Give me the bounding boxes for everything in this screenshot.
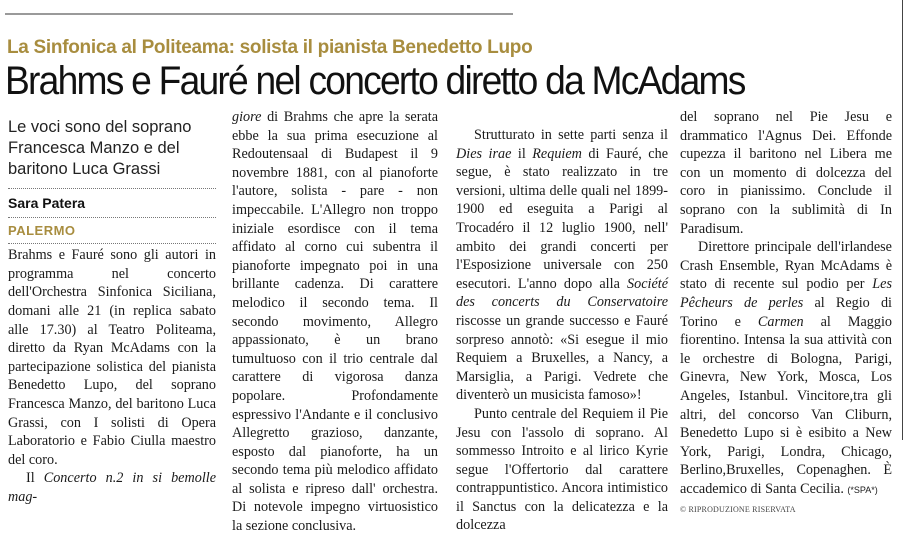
paragraph [232, 108, 438, 536]
text-run: di Fauré, che segue, è stato realizzato in tre versioni, ultima delle quali nel 1899-1900 ed eseguita a Parigi al Trocadéro il 12 luglio 1900, nell' ambito dei grandi concerti per l'Esposizione universale con 250 esecutori. L'anno dopo alla [456, 145, 668, 292]
dateline: PALERMO [8, 222, 76, 238]
text-run: il [511, 145, 533, 162]
text-run: Il [26, 470, 44, 487]
work-title: Carmen [757, 313, 804, 330]
text-run: di Brahms che apre la serata ebbe la sua prima esecuzione al Redoutensaal di Budapest il 9 novembre 1881, con al pianoforte l'autore, solista - pare - non impeccabile. L'Allegro non troppo iniziale esordisce con il tema affidato al corno cui subentra il pianoforte impegnato poi in una brillante cadenza. Di carattere melodico il secondo tema. Il secondo movimento, Allegro appassionato, è un brano tumultuoso con il trio centrale dal carattere di vigorosa danza popolare. Profondamente espressivo l'Andante e il conclusivo Allegretto grazioso, danzante, esposto dal pianoforte, ha un secondo tema più melodico affidato al solista e ripreso dall' orchestra. Di notevole impegno virtuosistico la sezione conclusiva. [232, 109, 438, 535]
top-rule [5, 13, 513, 15]
text-run: al Maggio fiorentino. Intensa la sua attività con le orchestre di Bologna, Parigi, Ginevra, New York, Mosca, Los Angeles, Istanbul. Vincitore,tra gli altri, del concorso Van Cliburn, Benedetto Lupo si è esibito a New York, Parigi, Londra, Chicago, Berlino,Bruxelles, Copenaghen. È accademico di Santa Cecilia. [680, 313, 893, 497]
work-title: Les Pêcheurs de perles [680, 276, 892, 311]
column-4 [680, 108, 892, 520]
column-3 [456, 126, 668, 535]
text-run: al Regio di Torino e [680, 294, 892, 330]
text-run: Strutturato in sette parti senza il [474, 127, 668, 143]
organization-name: Société des concerts du Conservatoire [456, 275, 668, 311]
headline: Brahms e Fauré nel concerto diretto da McAdams [5, 59, 745, 103]
work-title: Dies irae [456, 145, 512, 162]
paragraph [680, 238, 892, 499]
byline: Sara Patera [8, 195, 86, 211]
work-title: giore [232, 109, 262, 125]
text-run: riscosse un grande successo e Fauré sorpreso annotò: «Si esegue il mio Requiem a Bruxelles, a Nancy, a Marsiglia, a Parigi. Vedrete che diventerò un musicista famoso»! [456, 312, 668, 404]
paragraph [456, 126, 668, 405]
deck-subtitle: Le voci sono del soprano Francesca Manzo e del baritono Luca Grassi [8, 118, 192, 178]
work-title: Requiem [532, 145, 582, 162]
paragraph: Brahms e Fauré sono gli autori in programma nel concerto dell'Orchestra Sinfonica Siciliana, domani alle 21 (in replica sabato alle 17.30) al Teatro Politeama, diretto da Ryan McAdams con la partecipazione solistica del pianista Benedetto Lupo, del soprano Francesca Manzo, del baritono Luca Grassi, con I solisti di Opera Laboratorio e Fabio Ciulla maestro del coro. [8, 247, 216, 468]
column-1 [8, 111, 216, 507]
paragraph [8, 469, 216, 506]
kicker: La Sinfonica al Politeama: solista il pianista Benedetto Lupo [7, 37, 533, 58]
column-2 [232, 108, 438, 536]
copyright-notice: © RIPRODUZIONE RISERVATA [680, 505, 796, 515]
paragraph: Punto centrale del Requiem il Pie Jesu con l'assolo di soprano. Al sommesso Introito e al lirico Kyrie segue l'Offertorio dal carattere contrappuntistico. Ancora intimistico il Sanctus con la delicatezza e la dolcezza [456, 405, 668, 534]
paragraph: del soprano nel Pie Jesu e drammatico l'Agnus Dei. Effonde cupezza il baritono nel Libera me con un momento di dolcezza del coro in pianissimo. Conclude il soprano con la sublimità di In Paradisum. [680, 109, 892, 237]
text-run: Direttore principale dell'irlandese Crash Ensemble, Ryan McAdams è stato di recente sul podio per [680, 239, 892, 293]
divider [8, 243, 216, 244]
author-tag: (*SPA*) [847, 484, 878, 495]
work-title: Concerto n.2 in si bemolle mag- [8, 470, 216, 505]
